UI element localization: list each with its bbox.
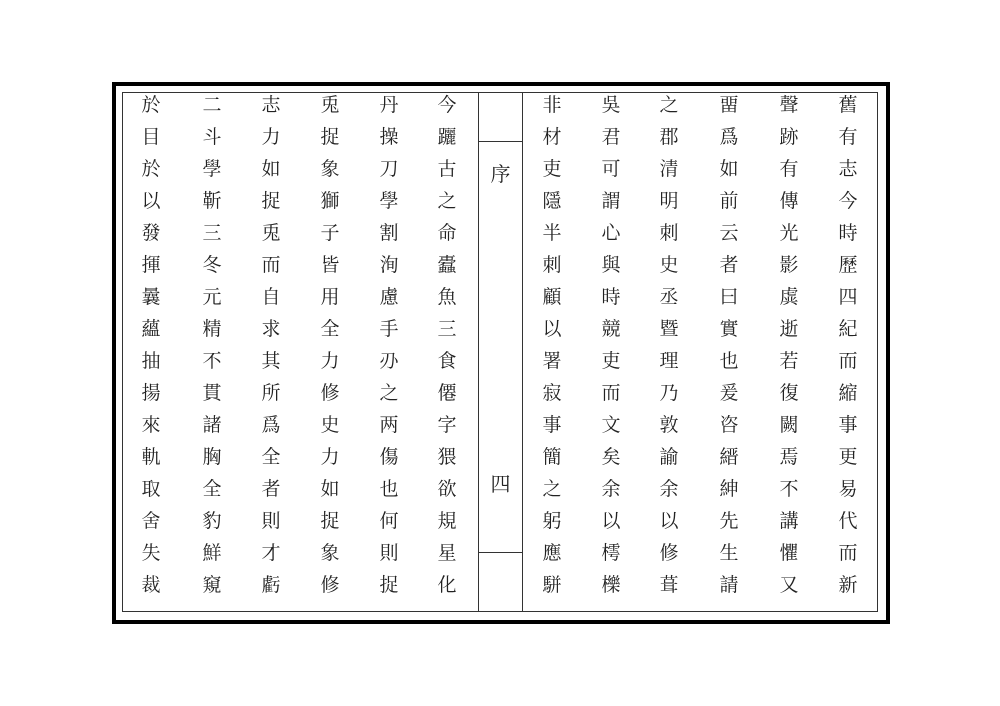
text-character: 咨 [719,414,739,436]
text-character: 矣 [601,446,621,468]
text-character: 化 [437,574,457,596]
text-character: 樗 [601,542,621,564]
text-character: 諭 [659,446,679,468]
text-character: 力 [320,350,340,372]
text-character: 事 [838,414,858,436]
text-character: 史 [320,414,340,436]
text-character: 逝 [779,318,799,340]
text-character: 葺 [659,574,679,596]
text-character: 請 [719,574,739,596]
text-character: 修 [320,574,340,596]
text-character: 魚 [437,286,457,308]
text-character: 操 [379,126,399,148]
text-character: 吏 [601,350,621,372]
text-character: 實 [719,318,739,340]
text-character: 吳 [601,94,621,116]
text-character: 用 [320,286,340,308]
text-character: 之 [542,478,562,500]
text-character: 之 [659,94,679,116]
text-character: 曩 [141,286,161,308]
text-character: 於 [141,94,161,116]
text-character: 余 [659,478,679,500]
text-character: 紀 [838,318,858,340]
text-character: 光 [779,222,799,244]
text-character: 生 [719,542,739,564]
text-character: 洵 [379,254,399,276]
text-character: 者 [261,478,281,500]
text-character: 象 [320,158,340,180]
text-character: 不 [202,350,222,372]
text-character: 揮 [141,254,161,276]
text-character: 則 [379,542,399,564]
text-character: 所 [261,382,281,404]
text-character: 復 [779,382,799,404]
text-character: 暨 [659,318,679,340]
text-character: 丞 [659,286,679,308]
text-character: 跡 [779,126,799,148]
text-character: 靳 [202,190,222,212]
text-character: 可 [601,158,621,180]
text-character: 又 [779,574,799,596]
text-character: 曰 [719,286,739,308]
text-character: 揚 [141,382,161,404]
text-character: 力 [261,126,281,148]
text-character: 刺 [542,254,562,276]
text-character: 蘊 [141,318,161,340]
text-character: 捉 [261,190,281,212]
text-character: 發 [141,222,161,244]
text-character: 割 [379,222,399,244]
text-character: 捉 [320,510,340,532]
text-character: 而 [261,254,281,276]
text-character: 獅 [320,190,340,212]
text-character: 裁 [141,574,161,596]
text-character: 力 [320,446,340,468]
text-character: 隱 [542,190,562,212]
text-character: 全 [202,478,222,500]
text-character: 爲 [719,126,739,148]
text-character: 講 [779,510,799,532]
text-character: 學 [379,190,399,212]
text-character: 兎 [261,222,281,244]
text-character: 則 [261,510,281,532]
text-character: 清 [659,158,679,180]
text-character: 如 [320,478,340,500]
text-character: 理 [659,350,679,372]
text-character: 虡 [779,286,799,308]
text-character: 才 [261,542,281,564]
center-divider-top [479,141,522,142]
text-character: 更 [838,446,858,468]
text-character: 縮 [838,382,858,404]
text-character: 修 [320,382,340,404]
text-character: 兎 [320,94,340,116]
text-character: 聲 [779,94,799,116]
text-character: 不 [779,478,799,500]
text-character: 前 [719,190,739,212]
text-character: 爰 [719,382,739,404]
text-character: 也 [379,478,399,500]
text-character: 競 [601,318,621,340]
text-character: 時 [838,222,858,244]
text-character: 其 [261,350,281,372]
text-character: 猥 [437,446,457,468]
text-character: 易 [838,478,858,500]
text-character: 星 [437,542,457,564]
text-character: 規 [437,510,457,532]
text-character: 之 [379,382,399,404]
text-character: 敦 [659,414,679,436]
text-character: 與 [601,254,621,276]
text-character: 以 [601,510,621,532]
text-character: 以 [141,190,161,212]
text-character: 傳 [779,190,799,212]
text-character: 余 [601,478,621,500]
text-character: 自 [261,286,281,308]
text-character: 事 [542,414,562,436]
text-character: 縉 [719,446,739,468]
text-character: 捉 [320,126,340,148]
text-character: 修 [659,542,679,564]
text-character: 櫟 [601,574,621,596]
text-character: 有 [838,126,858,148]
text-character: 食 [437,350,457,372]
text-character: 心 [601,222,621,244]
text-character: 而 [601,382,621,404]
text-character: 今 [838,190,858,212]
text-character: 慮 [379,286,399,308]
text-character: 而 [838,350,858,372]
text-character: 求 [261,318,281,340]
text-character: 字 [437,414,457,436]
text-character: 紳 [719,478,739,500]
text-character: 寂 [542,382,562,404]
text-character: 命 [437,222,457,244]
text-character: 也 [719,350,739,372]
text-character: 顧 [542,286,562,308]
text-character: 歷 [838,254,858,276]
text-character: 刀 [379,158,399,180]
text-character: 者 [719,254,739,276]
center-divider-bottom [479,552,522,553]
text-character: 非 [542,94,562,116]
text-character: 象 [320,542,340,564]
section-title: 序 [490,162,511,186]
text-character: 應 [542,542,562,564]
text-character: 目 [141,126,161,148]
text-character: 簡 [542,446,562,468]
text-character: 之 [437,190,457,212]
text-character: 以 [659,510,679,532]
text-character: 半 [542,222,562,244]
text-character: 懼 [779,542,799,564]
text-character: 取 [141,478,161,500]
text-character: 先 [719,510,739,532]
text-character: 有 [779,158,799,180]
text-character: 焉 [779,446,799,468]
text-character: 明 [659,190,679,212]
text-character: 丹 [379,94,399,116]
text-character: 何 [379,510,399,532]
text-character: 諸 [202,414,222,436]
text-character: 志 [838,158,858,180]
text-character: 元 [202,286,222,308]
text-character: 僊 [437,382,457,404]
text-character: 三 [437,318,457,340]
text-character: 云 [719,222,739,244]
text-character: 影 [779,254,799,276]
text-character: 而 [838,542,858,564]
text-character: 署 [542,350,562,372]
text-character: 全 [261,446,281,468]
text-character: 貫 [202,382,222,404]
text-character: 畱 [719,94,739,116]
text-character: 斗 [202,126,222,148]
text-character: 乃 [659,382,679,404]
text-character: 若 [779,350,799,372]
text-character: 两 [379,414,399,436]
text-character: 史 [659,254,679,276]
text-character: 失 [141,542,161,564]
text-character: 子 [320,222,340,244]
text-character: 精 [202,318,222,340]
text-character: 材 [542,126,562,148]
text-character: 冬 [202,254,222,276]
text-character: 時 [601,286,621,308]
text-character: 躬 [542,510,562,532]
text-character: 闕 [779,414,799,436]
text-character: 四 [838,286,858,308]
text-character: 虧 [261,574,281,596]
text-character: 蠹 [437,254,457,276]
text-character: 如 [261,158,281,180]
text-character: 於 [141,158,161,180]
text-character: 欲 [437,478,457,500]
text-character: 今 [437,94,457,116]
text-character: 爲 [261,414,281,436]
text-character: 二 [202,94,222,116]
text-character: 如 [719,158,739,180]
text-character: 胸 [202,446,222,468]
text-character: 吏 [542,158,562,180]
text-character: 謂 [601,190,621,212]
text-character: 傷 [379,446,399,468]
text-character: 志 [261,94,281,116]
text-character: 抽 [141,350,161,372]
text-character: 三 [202,222,222,244]
text-character: 代 [838,510,858,532]
center-margin-column [478,92,523,612]
text-character: 皆 [320,254,340,276]
text-character: 古 [437,158,457,180]
text-character: 新 [838,574,858,596]
text-character: 舍 [141,510,161,532]
text-character: 刅 [379,350,399,372]
text-character: 躧 [437,126,457,148]
page-number: 四 [490,472,511,496]
text-character: 舊 [838,94,858,116]
text-character: 全 [320,318,340,340]
text-character: 駢 [542,574,562,596]
text-character: 學 [202,158,222,180]
text-character: 君 [601,126,621,148]
text-character: 來 [141,414,161,436]
text-character: 郡 [659,126,679,148]
text-character: 窺 [202,574,222,596]
text-character: 軌 [141,446,161,468]
text-character: 以 [542,318,562,340]
text-character: 文 [601,414,621,436]
text-character: 鮮 [202,542,222,564]
text-character: 刺 [659,222,679,244]
text-character: 豹 [202,510,222,532]
text-character: 捉 [379,574,399,596]
text-character: 手 [379,318,399,340]
